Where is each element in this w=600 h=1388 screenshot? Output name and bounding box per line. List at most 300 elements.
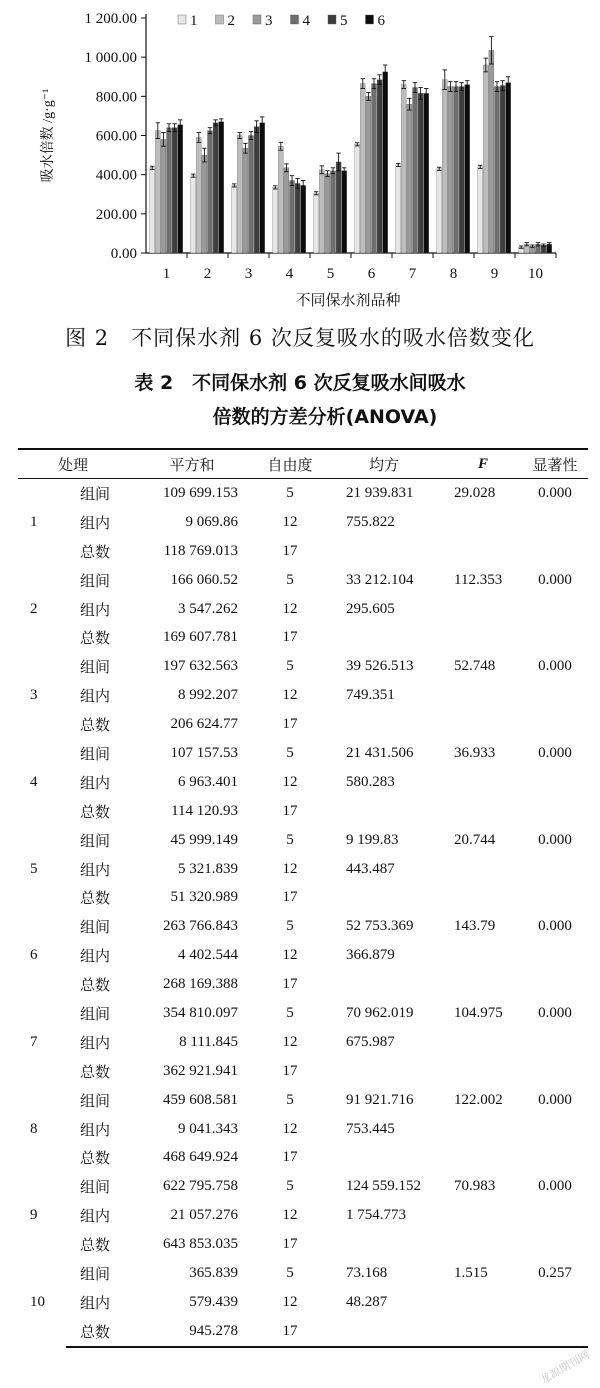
group-label: 2 [30,600,38,617]
source-label: 组间 [80,486,111,503]
mean-square-cell: 580.283 [346,773,395,790]
sum-of-squares-cell: 459 608.581 [163,1091,239,1108]
mean-square-cell [324,1143,444,1172]
f-value-cell: 29.028 [454,484,496,501]
y-tick-label: 200.00 [95,206,137,223]
df-cell: 17 [256,1317,324,1347]
bar [196,137,201,253]
source-label: 总数 [80,544,111,561]
table-title-line1: 表 2 不同保水剂 6 次反复吸水间吸水 [134,372,466,394]
group-label: 5 [30,860,38,877]
significance-cell [522,1230,588,1259]
bar [366,96,371,253]
bar [372,84,377,253]
bar [506,83,511,253]
mean-square-cell: 749.351 [346,687,395,704]
x-tick-label: 4 [285,266,294,282]
significance-cell: 0.000 [538,484,572,501]
mean-square-cell: 21 431.506 [346,744,414,761]
f-value-cell: 36.933 [454,744,496,761]
mean-square-cell: 91 921.716 [346,1091,414,1108]
y-axis-title: 吸水倍数 /g·g⁻¹ [41,88,56,183]
bar-chart [0,0,600,320]
group-label: 3 [30,687,38,704]
f-value-cell [444,797,522,826]
bar [465,85,470,253]
header-significance: 显著性 [522,449,588,479]
df-cell: 17 [282,889,298,906]
bar [161,139,166,253]
x-tick-label: 10 [528,266,543,282]
significance-cell [522,1115,588,1144]
y-tick-label: 1 200.00 [84,11,137,27]
f-value-cell [444,1057,522,1086]
table-row [18,941,588,970]
bar [424,93,429,253]
f-value-cell [444,1288,522,1317]
y-tick-label: 400.00 [95,167,137,184]
significance-cell [522,595,588,624]
table-row [18,826,588,855]
mean-square-cell [324,883,444,912]
x-axis-title: 不同保水剂品种 [295,293,401,309]
anova-table [18,448,588,1348]
source-label: 组内 [80,689,111,706]
bar [442,80,447,253]
sum-of-squares-cell: 206 624.77 [170,716,239,733]
f-value-cell [444,1201,522,1230]
bar [150,168,155,253]
bar [336,162,341,253]
df-cell: 5 [286,1004,294,1021]
bar [437,169,442,253]
significance-cell [522,710,588,739]
source-label: 组内 [80,1295,111,1312]
sum-of-squares-cell: 197 632.563 [163,658,239,675]
table-row [18,1172,588,1201]
source-label: 总数 [80,631,111,648]
legend-swatch [253,15,261,24]
bar [237,136,242,254]
sum-of-squares-cell: 114 120.93 [171,802,239,819]
bar [459,87,464,253]
bar [172,128,177,253]
table-row [18,855,588,884]
mean-square-cell [324,1230,444,1259]
f-value-cell [444,768,522,797]
table-row [18,710,588,739]
bar [219,122,224,253]
bar [254,127,259,253]
bar [273,187,278,253]
x-tick-label: 5 [326,266,335,282]
bar [396,165,401,253]
df-cell: 17 [282,1149,298,1166]
significance-cell [522,537,588,566]
f-value-cell [444,681,522,710]
bar [319,170,324,253]
source-label: 总数 [80,1064,111,1081]
header-df: 自由度 [256,449,324,479]
sum-of-squares-cell: 362 921.941 [163,1062,239,1079]
bar [167,128,172,253]
f-value-cell [444,1028,522,1057]
significance-cell: 0.000 [538,571,572,588]
x-tick-label: 8 [449,266,458,282]
x-tick-label: 1 [162,266,171,282]
df-cell: 17 [282,802,298,819]
source-label: 组间 [80,1266,111,1283]
bar [342,171,347,253]
source-label: 总数 [80,978,111,995]
significance-cell: 0.000 [538,1178,572,1195]
df-cell: 5 [286,484,294,501]
source-label: 组间 [80,1093,111,1110]
table-title-line2: 倍数的方差分析(ANOVA) [212,406,438,428]
legend-swatch [291,15,299,24]
table-row [18,912,588,941]
y-tick-label: 800.00 [95,89,137,106]
y-tick-label: 0.00 [110,246,137,262]
header-sum-of-squares: 平方和 [128,449,256,479]
df-cell: 12 [282,947,298,964]
df-cell: 5 [286,571,294,588]
significance-cell [522,970,588,999]
sum-of-squares-cell: 118 769.013 [163,542,239,559]
mean-square-cell [324,1057,444,1086]
sum-of-squares-cell: 9 069.86 [185,513,239,530]
mean-square-cell [324,970,444,999]
mean-square-cell: 295.605 [346,600,395,617]
source-label: 总数 [80,1238,111,1255]
source-label: 组间 [80,833,111,850]
df-cell: 12 [282,687,298,704]
source-label: 组间 [80,1006,111,1023]
table-row [18,1028,588,1057]
f-value-cell: 70.983 [454,1178,496,1195]
significance-cell [522,1057,588,1086]
header-f: F [444,449,522,479]
sum-of-squares-cell: 643 853.035 [163,1236,239,1253]
df-cell: 17 [282,542,298,559]
source-label: 组内 [80,602,111,619]
table-row [18,970,588,999]
group-label: 7 [30,1033,38,1050]
bar [243,148,248,253]
sum-of-squares-cell: 107 157.53 [170,744,239,761]
source-label: 组间 [80,920,111,937]
sum-of-squares-cell: 9 041.343 [178,1120,239,1137]
f-value-cell [444,855,522,884]
table-row [18,1057,588,1086]
significance-cell [522,855,588,884]
legend-swatch [366,15,374,24]
table-row [18,652,588,681]
bar [478,167,483,253]
sum-of-squares-cell: 622 795.758 [163,1178,239,1195]
significance-cell [522,1288,588,1317]
table-header-row [18,449,588,479]
bar [301,185,306,253]
legend-swatch [216,15,224,24]
source-label: 总数 [66,1317,128,1347]
bar [448,87,453,253]
df-cell: 12 [282,600,298,617]
bar [454,87,459,253]
df-cell: 5 [286,1264,294,1281]
source-label: 组内 [80,1035,111,1052]
sum-of-squares-cell: 6 963.401 [178,773,239,790]
table-row [18,1115,588,1144]
df-cell: 17 [282,1062,298,1079]
f-value-cell: 52.748 [454,658,496,675]
source-label: 组间 [80,573,111,590]
bar [314,193,319,253]
df-cell: 5 [286,831,294,848]
bar [331,171,336,253]
df-cell: 12 [282,773,298,790]
mean-square-cell [324,797,444,826]
sum-of-squares-cell: 579.439 [189,1293,239,1310]
mean-square-cell: 755.822 [346,513,395,530]
legend-label: 5 [340,13,348,29]
sum-of-squares-cell: 354 810.097 [163,1004,239,1021]
source-label: 总数 [80,1151,111,1168]
bar [401,85,406,253]
bar [360,84,365,253]
header-mean-square: 均方 [324,449,444,479]
df-cell: 12 [282,860,298,877]
source-label: 组内 [80,949,111,966]
significance-cell [522,1317,588,1347]
bar [260,123,265,253]
f-value-cell [444,883,522,912]
mean-square-cell [324,1317,444,1347]
header-treatment: 处理 [18,449,128,479]
f-value-cell [444,595,522,624]
bar [325,174,330,253]
f-value-cell [444,970,522,999]
sum-of-squares-cell: 8 992.207 [178,687,239,704]
df-cell: 12 [282,513,298,530]
sum-of-squares-cell: 4 402.544 [178,947,239,964]
sum-of-squares-cell: 5 321.839 [178,860,239,877]
group-label: 9 [30,1207,38,1224]
significance-cell: 0.000 [538,918,572,935]
f-value-cell: 122.002 [454,1091,503,1108]
f-value-cell [444,1317,522,1347]
sum-of-squares-cell: 365.839 [189,1264,239,1281]
table-row [18,1230,588,1259]
mean-square-cell: 21 939.831 [346,484,414,501]
df-cell: 5 [286,658,294,675]
bar [355,144,360,253]
mean-square-cell [324,537,444,566]
table-row [18,623,588,652]
mean-square-cell: 52 753.369 [346,918,414,935]
table-row [18,768,588,797]
df-cell: 17 [282,716,298,733]
df-cell: 17 [282,629,298,646]
sum-of-squares-cell: 169 607.781 [163,629,239,646]
bar [155,131,160,253]
watermark: 龙源期刊网 [537,1348,592,1387]
mean-square-cell: 443.487 [346,860,395,877]
source-label: 总数 [80,804,111,821]
group-label: 8 [30,1120,38,1137]
bar [483,65,488,253]
significance-cell: 0.000 [538,1091,572,1108]
df-cell: 5 [286,744,294,761]
mean-square-cell: 675.987 [346,1033,395,1050]
bar [284,168,289,253]
source-label: 组内 [80,1122,111,1139]
f-value-cell: 20.744 [454,831,496,848]
bar [213,123,218,253]
significance-cell: 0.000 [538,658,572,675]
bar [191,176,196,253]
bar [377,80,382,253]
table-row [18,1288,588,1317]
sum-of-squares-cell: 268 169.388 [163,976,239,993]
bar [418,93,423,253]
df-cell: 12 [282,1120,298,1137]
f-value-cell [444,1230,522,1259]
legend-swatch [328,15,336,24]
df-cell: 12 [282,1207,298,1224]
significance-cell: 0.000 [538,1004,572,1021]
mean-square-cell: 1 754.773 [346,1207,407,1224]
source-label: 组内 [80,862,111,879]
f-value-cell [444,1143,522,1172]
source-label: 组间 [80,746,111,763]
df-cell: 12 [282,1033,298,1050]
y-tick-label: 600.00 [95,128,137,145]
source-label: 总数 [80,718,111,735]
mean-square-cell: 73.168 [346,1264,388,1281]
figure-caption: 图 2 不同保水剂 6 次反复吸水的吸水倍数变化 [65,326,535,350]
df-cell: 5 [286,1091,294,1108]
df-cell: 17 [282,1236,298,1253]
sum-of-squares-cell: 51 320.989 [170,889,239,906]
bar [178,125,183,253]
table-row [18,1201,588,1230]
legend-label: 4 [302,13,310,29]
sum-of-squares-cell: 263 766.843 [163,918,239,935]
group-label: 6 [30,947,38,964]
f-value-cell: 1.515 [454,1264,488,1281]
mean-square-cell [324,710,444,739]
x-tick-label: 9 [490,266,499,282]
bar [407,104,412,253]
table-row [18,1259,588,1288]
group-label: 1 [30,513,38,530]
legend-swatch [178,15,186,24]
mean-square-cell: 33 212.104 [346,571,414,588]
source-label: 组内 [80,775,111,792]
source-label: 组内 [80,1209,111,1226]
table-row [18,681,588,710]
table-row [18,479,588,508]
significance-cell [522,508,588,537]
significance-cell [522,1143,588,1172]
f-value-cell: 112.353 [454,571,503,588]
group-label: 10 [30,1294,45,1311]
legend-label: 6 [377,13,385,29]
significance-cell [522,681,588,710]
significance-cell: 0.000 [538,744,572,761]
x-tick-label: 6 [367,266,376,282]
bar [249,136,254,254]
sum-of-squares-cell: 468 649.924 [163,1149,239,1166]
table-row [18,999,588,1028]
sum-of-squares-cell: 45 999.149 [170,831,239,848]
significance-cell: 0.257 [538,1264,572,1281]
bar [290,181,295,253]
group-label: 4 [30,773,38,790]
sum-of-squares-cell: 3 547.262 [178,600,239,617]
mean-square-cell: 124 559.152 [346,1178,422,1195]
mean-square-cell: 70 962.019 [346,1004,414,1021]
significance-cell [522,883,588,912]
mean-square-cell: 39 526.513 [346,658,414,675]
source-label: 组间 [80,1180,111,1197]
legend-label: 3 [265,13,273,29]
bar [500,86,505,253]
mean-square-cell [324,623,444,652]
f-value-cell: 104.975 [454,1004,503,1021]
bar [278,146,283,253]
bar [202,155,207,253]
table-row [18,537,588,566]
df-cell: 12 [282,1293,298,1310]
legend-label: 2 [227,13,235,29]
source-label: 组内 [80,515,111,532]
significance-cell [522,797,588,826]
sum-of-squares-cell: 21 057.276 [170,1207,239,1224]
bar [489,50,494,253]
sum-of-squares-cell: 109 699.153 [163,484,239,501]
source-label: 组间 [80,660,111,677]
df-cell: 17 [282,976,298,993]
bar [495,87,500,253]
mean-square-cell: 366.879 [346,947,395,964]
sum-of-squares-cell: 166 060.52 [170,571,239,588]
mean-square-cell: 753.445 [346,1120,395,1137]
significance-cell [522,1028,588,1057]
significance-cell [522,768,588,797]
table-row [18,1143,588,1172]
significance-cell [522,1201,588,1230]
sum-of-squares-cell: 945.278 [128,1317,256,1347]
table-row [18,508,588,537]
df-cell: 5 [286,1178,294,1195]
source-label: 总数 [80,891,111,908]
bar [208,131,213,253]
bar [383,72,388,253]
f-value-cell [444,1115,522,1144]
f-value-cell [444,508,522,537]
table-row [18,739,588,768]
x-tick-label: 7 [408,266,417,282]
table-row [18,797,588,826]
table-row [18,566,588,595]
significance-cell [522,941,588,970]
bar [232,185,237,253]
table-row [18,1317,588,1347]
table-row [18,883,588,912]
table-row [18,595,588,624]
